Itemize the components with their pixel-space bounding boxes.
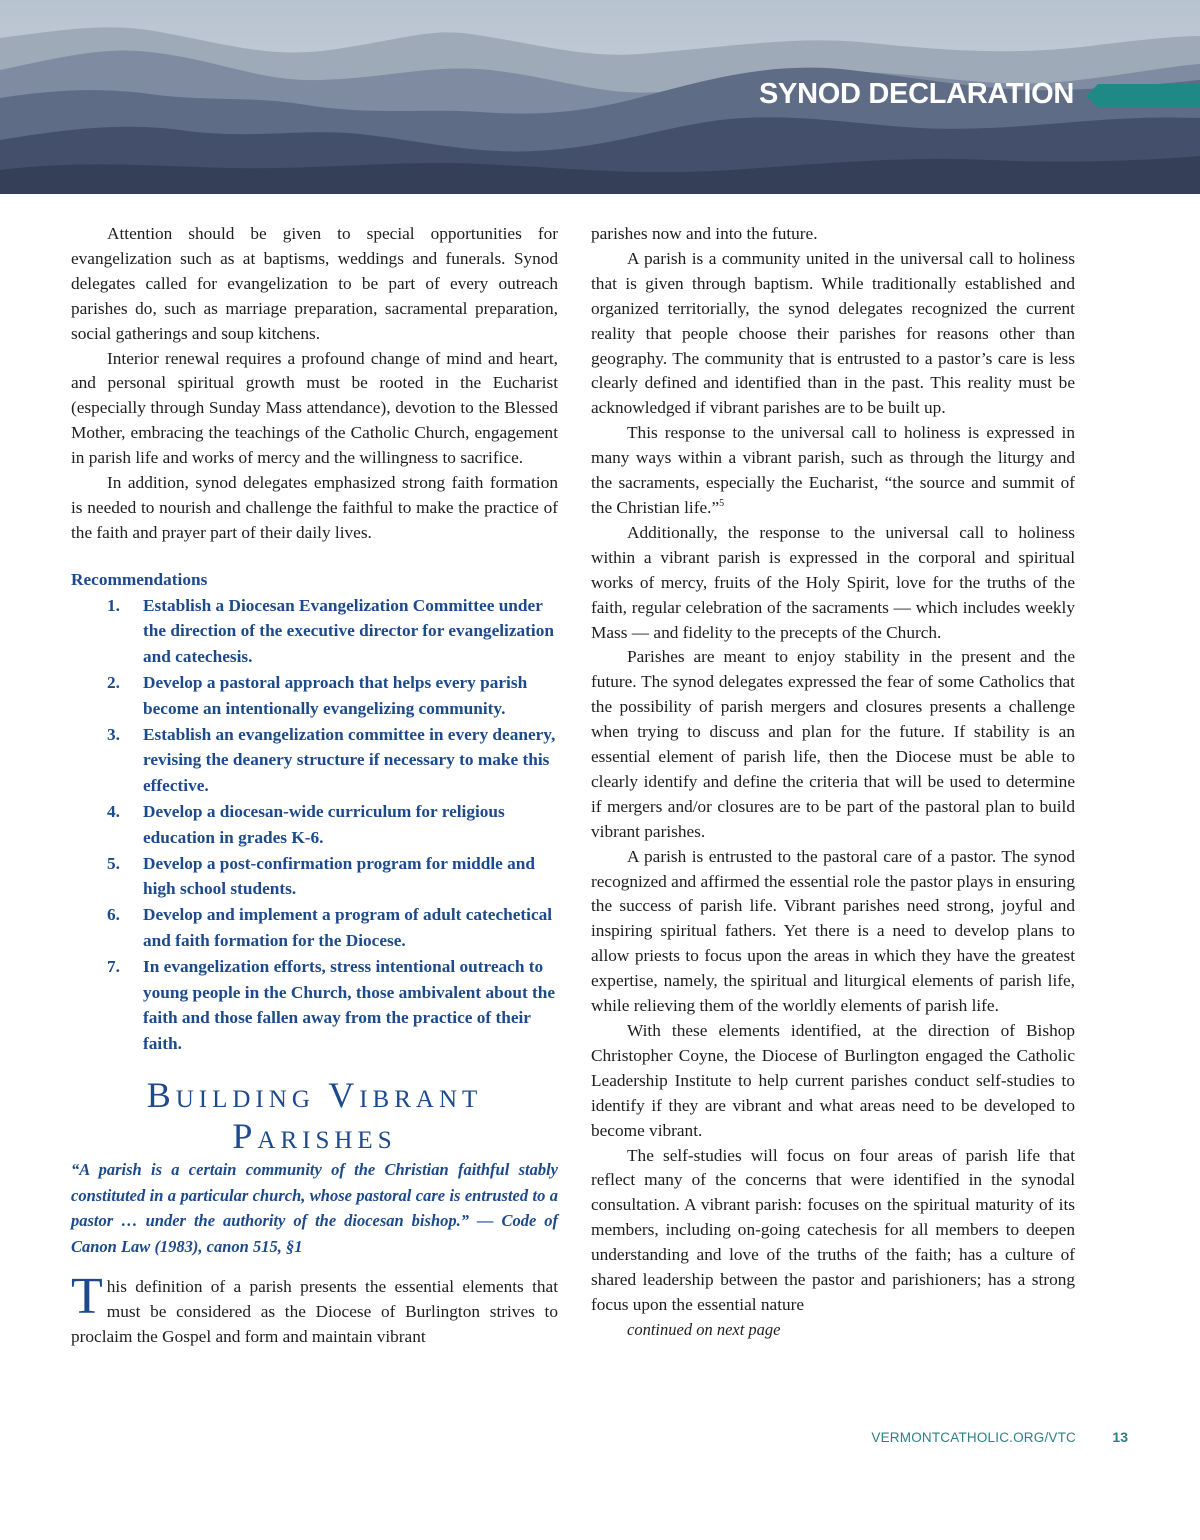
page-number: 13	[1112, 1429, 1128, 1445]
body-paragraph: Additionally, the response to the universal call to holiness within a vibrant parish is expressed in the corporal and spiritual works of mercy, fruits of the Holy Spirit, love for the truths of the faith, regular celebration of the sacraments — which includes weekly Mass — and fidelity to the precepts of the Church.	[591, 522, 1075, 642]
section-heading: Building Vibrant Parishes	[146, 1075, 483, 1157]
body-paragraph: The self-studies will focus on four areas of parish life that reflect many of the concerns that were identified in the synodal consultation. A vibrant parish: focuses on the spiritual maturity of its members, including on-going catechesis for all members to deepen understanding and love of the truths of the faith; has a culture of shared leadership between the pastor and parishioners; has a strong focus upon the essential nature	[591, 1145, 1075, 1314]
list-item: 1. Establish a Diocesan Evangelization Committee under the direction of the executive director for evangelization and catechesis.	[107, 595, 554, 667]
drop-cap: T	[71, 1268, 103, 1326]
list-item: 2. Develop a pastoral approach that helps every parish become an intentionally evangelizing community.	[107, 673, 528, 718]
list-item: 3. Establish an evangelization committee in every deanery, revising the deanery structure if necessary to make this effective.	[107, 724, 556, 796]
body-paragraph: Attention should be given to special opportunities for evangelization such as at baptisms, weddings and funerals. Synod delegates called for evangelization to be part of every outreach parishes do, such as marriage preparation, sacramental preparation, social gatherings and soup kitchens.	[71, 224, 558, 343]
body-paragraph: A parish is a community united in the universal call to holiness that is given through baptism. While traditionally established and organized territorially, the synod delegates recognized the current reality that people choose their parishes for reasons other than geography. The community that is entrusted to a pastor’s care is less clearly defined and identified than in the past. This reality must be acknowledged if vibrant parishes are to be built up.	[591, 248, 1075, 418]
accent-tab	[1086, 84, 1200, 108]
body-paragraph: Interior renewal requires a profound change of mind and heart, and personal spiritual growth must be rooted in the Eucharist (especially through Sunday Mass attendance), devotion to the Blessed Mother, embracing the teachings of the Catholic Church, engagement in parish life and works of mercy and the willingness to sacrifice.	[71, 348, 558, 468]
website-link[interactable]: VERMONTCATHOLIC.ORG/VTC	[871, 1430, 1076, 1445]
list-item: 4. Develop a diocesan-wide curriculum for religious education in grades K-6.	[107, 802, 505, 847]
canon-law-quote: “A parish is a certain community of the Christian faithful stably constituted in a particular church, whose pastoral care is entrusted to a pastor … under the authority of the diocesan bishop.” — Code of Canon Law (1983), canon 515, §1	[71, 1160, 558, 1256]
body-paragraph: This response to the universal call to holiness is expressed in many ways within a vibrant parish, such as through the liturgy and the sacraments, especially the Eucharist, “the source and summit of the Christian life.”$^5$	[591, 423, 1075, 517]
section-title: SYNOD DECLARATION	[759, 78, 1074, 110]
recommendations-list	[71, 593, 558, 1057]
intro-paragraph: This definition of a parish presents the essential elements that must be considered as the Diocese of Burlington strives to proclaim the Gospel and form and maintain vibrant	[71, 1268, 558, 1346]
list-item: 7. In evangelization efforts, stress intentional outreach to young people in the Church, those ambivalent about the faith and those fallen away from the practice of their faith.	[107, 956, 556, 1054]
body-paragraph: In addition, synod delegates emphasized strong faith formation is needed to nourish and challenge the faithful to make the practice of the faith and prayer part of their daily lives.	[71, 473, 558, 542]
list-item: 5. Develop a post-confirmation program for middle and high school students.	[107, 853, 536, 899]
recommendations-heading: Recommendations	[71, 569, 208, 589]
body-paragraph: A parish is entrusted to the pastoral care of a pastor. The synod recognized and affirmed the essential role the pastor plays in ensuring the success of parish life. Vibrant parishes need strong, joyful and inspiring spiritual fathers. Yet there is a need to develop plans to allow priests to focus upon the areas in which they have the greatest expertise, namely, the spiritual and liturgical elements of parish life, while relieving them of the worldly elements of parish life.	[591, 846, 1075, 1016]
right-column	[591, 222, 1075, 1343]
left-column	[71, 222, 558, 1350]
body-paragraph: Parishes are meant to enjoy stability in the present and the future. The synod delegates expressed the fear of some Catholics that the possibility of parish mergers and closures presents a challenge when trying to discuss and plan for the future. If stability is an essential element of parish life, then the Diocese must be able to clearly identify and define the criteria that will be used to determine if mergers and/or closures are to be part of the pastoral plan to build vibrant parishes.	[591, 647, 1075, 841]
body-paragraph: parishes now and into the future.	[591, 224, 818, 243]
continued-note: continued on next page	[627, 1319, 781, 1339]
body-paragraph: With these elements identified, at the direction of Bishop Christopher Coyne, the Diocese of Burlington engaged the Catholic Leadership Institute to help current parishes conduct self-studies to identify if they are vibrant and what areas need to be developed to become vibrant.	[591, 1021, 1075, 1140]
list-item: 6. Develop and implement a program of adult catechetical and faith formation for the Diocese.	[107, 905, 553, 951]
footnote-marker: 5	[719, 498, 725, 510]
